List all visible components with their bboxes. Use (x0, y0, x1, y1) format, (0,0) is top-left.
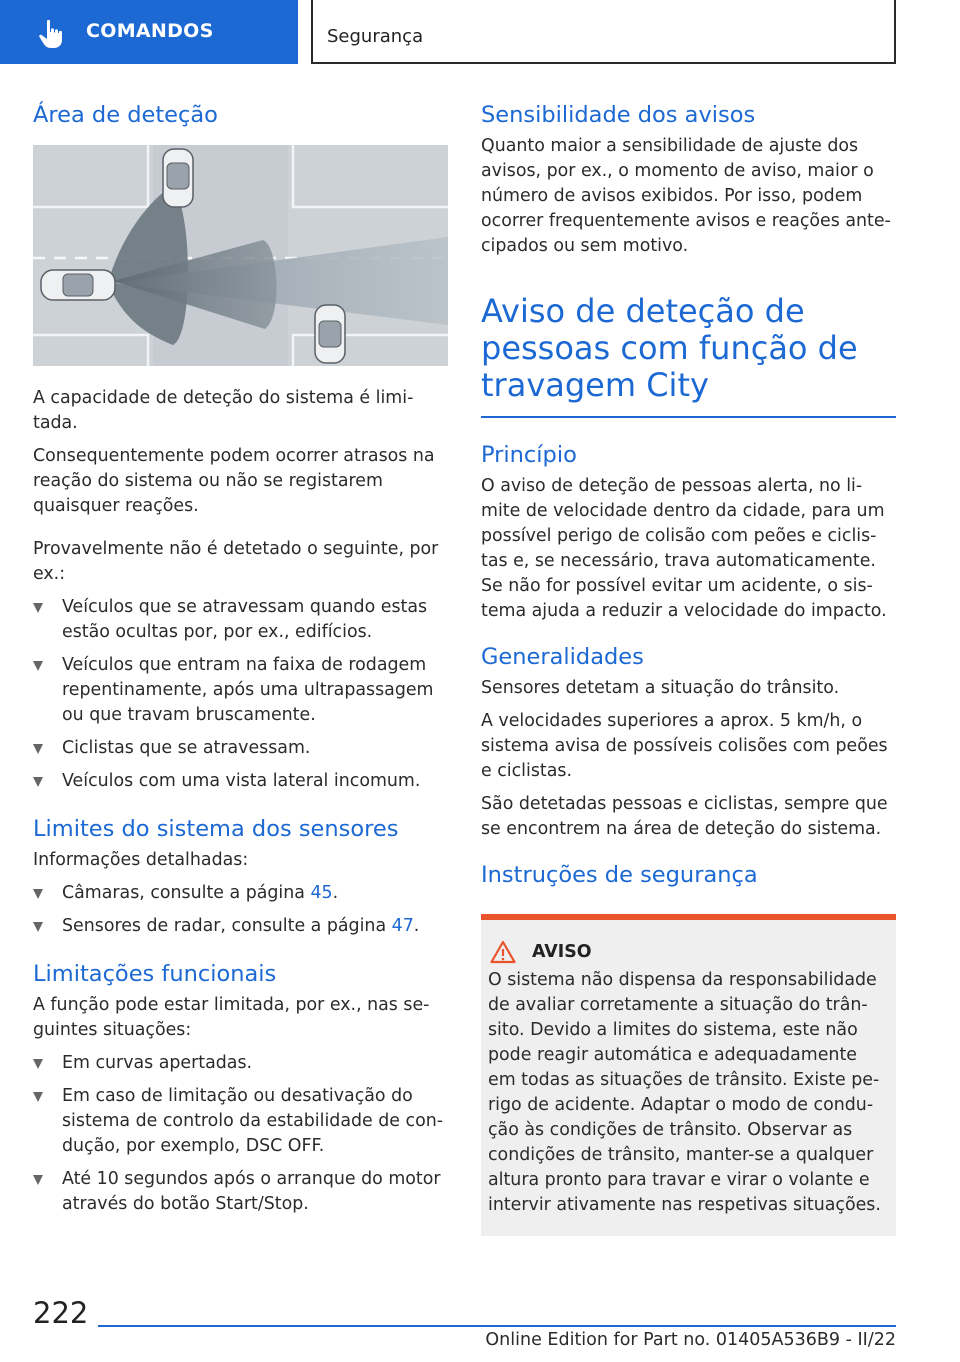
paragraph: Provavelmente não é detetado o seguinte, por ex.: (33, 539, 439, 584)
page-link-47[interactable]: 47 (391, 916, 414, 936)
warning-box (481, 914, 896, 1236)
bullet-triangle-icon (33, 1059, 43, 1069)
bullet-triangle-icon (33, 744, 43, 754)
detection-area-illustration-svg (33, 145, 448, 366)
list-item: Em caso de limitação ou desativação do sistema de controlo da estabilidade de con-dução, por exemplo, DSC OFF. (33, 1084, 448, 1159)
bullet-list (33, 595, 448, 794)
heading-general: Generalidades (481, 643, 644, 670)
bullet-triangle-icon (33, 889, 43, 899)
chapter-title: COMANDOS (86, 20, 214, 42)
crossing-car-top (163, 149, 193, 207)
heading-warning-sensitivity: Sensibilidade dos avisos (481, 102, 756, 128)
bullet-triangle-icon (33, 603, 43, 613)
right-column (481, 100, 896, 1236)
bullet-triangle-icon (33, 661, 43, 671)
list-item: Ciclistas que se atravessam. (33, 736, 448, 761)
crossing-car-bottom (315, 305, 345, 363)
footer-edition: Online Edition for Part no. 01405A536B9 - II/22 (485, 1330, 896, 1350)
ego-car (41, 270, 115, 300)
heading-safety-instructions: Instruções de segurança (481, 861, 758, 888)
list-item: Veículos que entram na faixa de rodagem repentinamente, após uma ultrapassagem ou que travam bruscamente. (33, 653, 448, 728)
paragraph: A função pode estar limitada, por ex., nas se-guintes situações: (33, 995, 430, 1040)
heading-detection-area: Área de deteção (33, 102, 218, 128)
footer-rule (98, 1325, 896, 1327)
bullet-triangle-icon (33, 922, 43, 932)
list-item: Sensores de radar, consulte a página 47. (33, 914, 448, 939)
bullet-triangle-icon (33, 1092, 43, 1102)
paragraph: Consequentemente podem ocorrer atrasos na reação do sistema ou não se registarem quaisquer reações. (33, 446, 435, 516)
heading-sensor-limits: Limites do sistema dos sensores (33, 816, 399, 842)
left-column (33, 100, 448, 1225)
page-number: 222 (33, 1296, 89, 1330)
section-title: Segurança (327, 26, 424, 47)
heading-functional-limits: Limitações funcionais (33, 961, 277, 987)
list-item: Câmaras, consulte a página 45. (33, 881, 448, 906)
list-item: Em curvas apertadas. (33, 1051, 448, 1076)
hand-pointer-icon (34, 17, 68, 51)
detection-area-illustration (33, 145, 448, 366)
bullet-triangle-icon (33, 1175, 43, 1185)
heading-person-detection: Aviso de deteção de pessoas com função de travagem City (481, 292, 858, 404)
heading-principle: Princípio (481, 441, 577, 468)
paragraph: O aviso de deteção de pessoas alerta, no li-mite de velocidade dentro da cidade, para um possível perigo de colisão com peões e ciclis-tas e, se necessário, trava automaticamente. Se não for possível evitar um acidente, o sis-tema ajuda a reduzir a velocidade do impacto. (481, 475, 887, 621)
paragraph: Informações detalhadas: (33, 850, 249, 870)
bullet-triangle-icon (33, 777, 43, 787)
paragraph: Quanto maior a sensibilidade de ajuste dos avisos, por ex., o momento de aviso, maior o número de avisos exibidos. Por isso, podem ocorrer frequentemente avisos e reações ante-cipados ou sem motivo. (481, 136, 891, 256)
warning-triangle-icon (490, 940, 516, 964)
list-item: Veículos com uma vista lateral incomum. (33, 769, 448, 794)
section-header (311, 0, 896, 64)
paragraph: A capacidade de deteção do sistema é limi-tada. (33, 388, 414, 433)
paragraph: São detetadas pessoas e ciclistas, sempre que se encontrem na área de deteção do sistema. (481, 793, 888, 839)
bullet-list (33, 1051, 448, 1217)
paragraph: Sensores detetam a situação do trânsito. (481, 677, 840, 698)
paragraph: A velocidades superiores a aprox. 5 km/h, o sistema avisa de possíveis colisões com peões e ciclistas. (481, 710, 888, 781)
bullet-list (33, 881, 448, 939)
warning-title: AVISO (532, 941, 592, 962)
list-item: Até 10 segundos após o arranque do motor através do botão Start/Stop. (33, 1167, 448, 1217)
chapter-tab[interactable] (0, 0, 298, 64)
page-link-45[interactable]: 45 (310, 883, 333, 903)
warning-text: O sistema não dispensa da responsabilidade de avaliar corretamente a situação do trân-sito. Devido a limites do sistema, este não pode reagir automática e adequadamente em todas as situações de trânsito. Existe pe-rigo de acidente. Adaptar o modo de condu-ção às condições de trânsito. Observar as condições de trânsito, manter-se a qualquer altura pronto para travar e virar o volante e intervir ativamente nas respetivas situações. (488, 969, 881, 1215)
list-item: Veículos que se atravessam quando estas estão ocultas por, por ex., edifícios. (33, 595, 448, 645)
